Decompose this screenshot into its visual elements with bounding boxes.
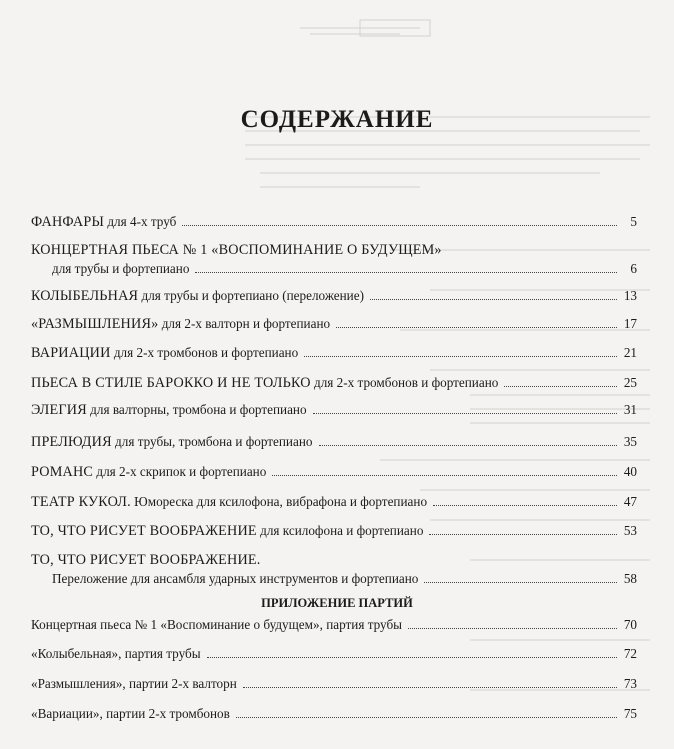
toc-entry-subtitle: для трубы, тромбона и фортепиано (111, 434, 313, 449)
toc-entry-subtitle: для ксилофона и фортепиано (256, 523, 424, 538)
toc-page-number: 58 (623, 571, 637, 586)
toc-entry-subtitle: для трубы и фортепиано (переложение) (138, 288, 364, 303)
toc-page-number: 40 (623, 464, 637, 479)
dot-leader (195, 272, 617, 273)
toc-entry-prelude (31, 434, 637, 450)
toc-page-number: 13 (623, 288, 637, 303)
toc-entry-title: «РАЗМЫШЛЕНИЯ» (31, 316, 159, 332)
dot-leader (272, 475, 617, 476)
toc-entry-subtitle: Переложение для ансамбля ударных инструментов и фортепиано (52, 571, 419, 586)
toc-entry-subtitle: для 2-х валторн и фортепиано (158, 316, 331, 331)
toc-entry-title: ТО, ЧТО РИСУЕТ ВООБРАЖЕНИЕ. (31, 552, 261, 568)
dot-leader (408, 628, 617, 629)
dot-leader (336, 327, 617, 328)
toc-entry-subtitle: для 2-х тромбонов и фортепиано (110, 345, 299, 360)
dot-leader (424, 582, 617, 583)
toc-entry-subtitle: для трубы и фортепиано (52, 261, 190, 276)
toc-page-number: 5 (630, 214, 637, 229)
toc-page-number: 25 (623, 375, 637, 390)
appendix-entry (31, 617, 637, 633)
dot-leader (207, 657, 617, 658)
dot-leader (429, 534, 617, 535)
toc-page-number: 31 (623, 402, 637, 417)
appendix-entry (31, 676, 637, 692)
dot-leader (243, 687, 617, 688)
dot-leader (319, 445, 618, 446)
toc-entry-title: ФАНФАРЫ (31, 214, 105, 230)
toc-entry-baroque (31, 375, 637, 391)
toc-page-number: 75 (623, 706, 637, 721)
toc-entry-subtitle: для 4-х труб (104, 214, 177, 229)
toc-entry-elegy (31, 402, 637, 418)
toc-entry-fanfary (31, 214, 637, 230)
appendix-title: ПРИЛОЖЕНИЕ ПАРТИЙ (261, 596, 413, 610)
toc-entry-title: ТЕАТР КУКОЛ. (31, 494, 131, 510)
toc-entry-title: ЭЛЕГИЯ (31, 402, 87, 418)
toc-page-number: 72 (623, 646, 637, 661)
appendix-entry (31, 646, 637, 662)
toc-entry-title: КОНЦЕРТНАЯ ПЬЕСА № 1 «ВОСПОМИНАНИЕ О БУДУЩЕМ» (31, 242, 442, 258)
dot-leader (433, 505, 617, 506)
toc-page-number: 35 (623, 434, 637, 449)
dot-leader (182, 225, 617, 226)
appendix-entry-title: «Колыбельная», партия трубы (31, 646, 201, 661)
appendix-entry (31, 706, 637, 722)
toc-entry-puppet-theatre (31, 494, 637, 510)
toc-entry-concert-piece (31, 242, 637, 277)
page-title: СОДЕРЖАНИЕ (240, 106, 434, 133)
dot-leader (236, 717, 617, 718)
toc-entry-subtitle: для 2-х скрипок и фортепиано (93, 464, 267, 479)
toc-entry-title: ПЬЕСА В СТИЛЕ БАРОККО И НЕ ТОЛЬКО (31, 375, 311, 391)
toc-page-number: 70 (623, 617, 637, 632)
appendix-entry-title: «Размышления», партии 2-х валторн (31, 676, 237, 691)
dot-leader (370, 299, 617, 300)
toc-entry-title: КОЛЫБЕЛЬНАЯ (31, 288, 139, 304)
toc-page-number: 21 (623, 345, 637, 360)
toc-page-number: 53 (623, 523, 637, 538)
toc-entry-imagination-arrangement (31, 552, 637, 587)
toc-page-number: 6 (630, 261, 637, 276)
toc-entry-romance (31, 464, 637, 480)
dot-leader (304, 356, 617, 357)
toc-entry-subtitle: Юмореска для ксилофона, вибрафона и фортепиано (130, 494, 428, 509)
toc-page-number: 73 (623, 676, 637, 691)
toc-page-number: 47 (623, 494, 637, 509)
toc-entry-reflections (31, 316, 637, 332)
dot-leader (313, 413, 617, 414)
toc-entry-imagination (31, 523, 637, 539)
toc-entry-title: ТО, ЧТО РИСУЕТ ВООБРАЖЕНИЕ (31, 523, 257, 539)
toc-entry-title: ПРЕЛЮДИЯ (31, 434, 112, 450)
toc-entry-lullaby (31, 288, 637, 304)
toc-entry-title: РОМАНС (31, 464, 94, 480)
appendix-entry-title: «Вариации», партии 2-х тромбонов (31, 706, 230, 721)
toc-entry-subtitle: для валторны, тромбона и фортепиано (86, 402, 307, 417)
dot-leader (504, 386, 617, 387)
appendix-entry-title: Концертная пьеса № 1 «Воспоминание о будущем», партия трубы (31, 617, 403, 632)
toc-entry-variations (31, 345, 637, 361)
toc-entry-subtitle: для 2-х тромбонов и фортепиано (310, 375, 499, 390)
toc-entry-title: ВАРИАЦИИ (31, 345, 111, 361)
toc-page-number: 17 (623, 316, 637, 331)
